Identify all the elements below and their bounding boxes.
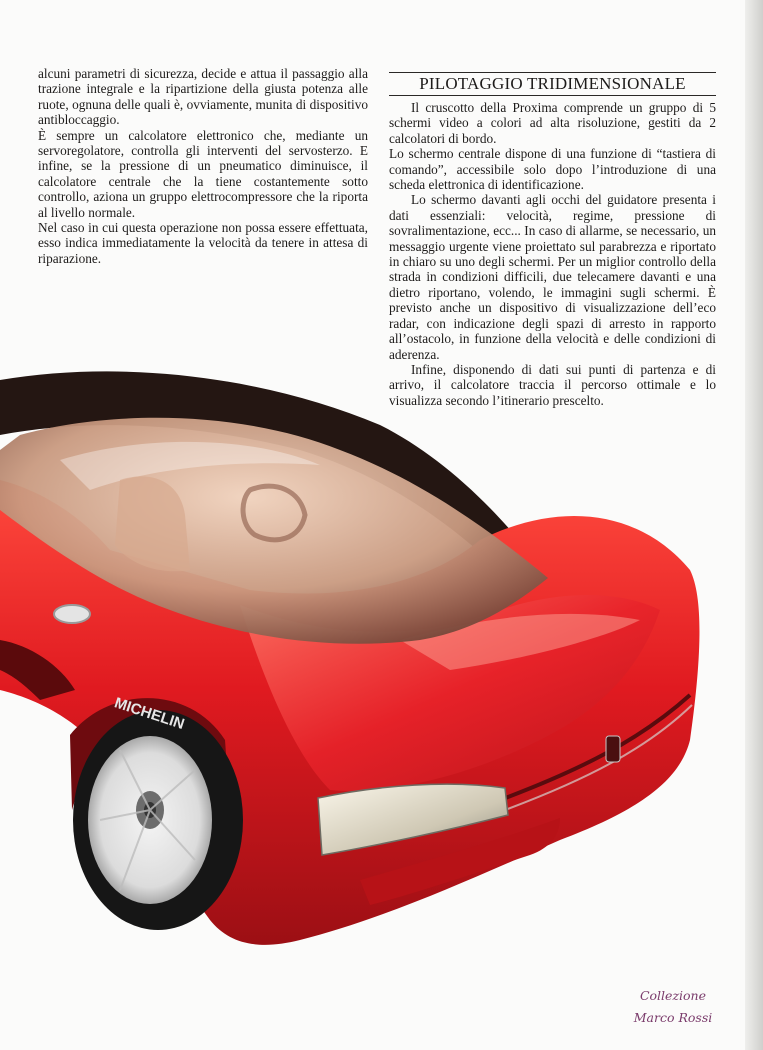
fuel-cap: [54, 605, 90, 623]
paragraph: alcuni parametri di sicurezza, decide e attua il passaggio alla trazione integrale e la ripartizione della giusta potenza alle ruote, ognuna delle quali è, ovviamente, munita di dispositivo antibloccaggio.: [38, 66, 368, 128]
tire-brand-text: MICHELIN: [112, 694, 187, 734]
stamp-line-1: Collezione: [639, 988, 707, 1003]
paragraph: Il cruscotto della Proxima comprende un gruppo di 5 schermi video a colori ad alta risoluzione, gestiti da 2 calcolatori di bordo.: [389, 100, 716, 146]
paragraph: Lo schermo centrale dispone di una funzione di “tastiera di comando”, accessibile solo dopo l’introduzione di una scheda elettronica di identificazione.: [389, 146, 716, 193]
paragraph: È sempre un calcolatore elettronico che, mediante un servoregolatore, controlla gli interventi del servosterzo. E infine, se la pressione di un pneumatico diminuisce, il calcolatore centrale che la tiene costantemente sotto controllo, aziona un gruppo elettrocompressore che la riporta al livello normale.: [38, 127, 368, 220]
page-edge-shadow: [745, 0, 763, 1050]
car-photo: [0, 340, 745, 970]
collection-stamp: [598, 985, 748, 1029]
paragraph: Lo schermo davanti agli occhi del guidatore presenta i dati essenziali: velocità, regime, pressione di sovralimentazione, ecc... In caso di allarme, se necessario, un messaggio urgente viene proiettato sul parabrezza e riportato in chiaro su uno degli schermi. Per un miglior controllo della strada in condizioni difficili, due telecamere davanti e una dietro riportano, volendo, le immagini sugli schermi. È previsto anche un dispositivo di visualizzazione dell’eco radar, con indicazione degli spazi di arresto in rapporto all’ostacolo, in funzione della velocità e delle condizioni di aderenza.: [389, 192, 716, 362]
lion-emblem: [606, 736, 620, 762]
paragraph: Nel caso in cui questa operazione non possa essere effettuata, esso indica immediatamente la velocità da tenere in attesa di riparazione.: [38, 220, 368, 266]
left-text-column: [38, 66, 368, 266]
stamp-line-2: Marco Rossi: [633, 1010, 713, 1025]
section-heading: PILOTAGGIO TRIDIMENSIONALE: [389, 72, 716, 96]
paragraph: Infine, disponendo di dati sui punti di partenza e di arrivo, il calcolatore traccia il percorso ottimale e lo visualizza secondo l’itinerario prescelto.: [389, 361, 716, 408]
